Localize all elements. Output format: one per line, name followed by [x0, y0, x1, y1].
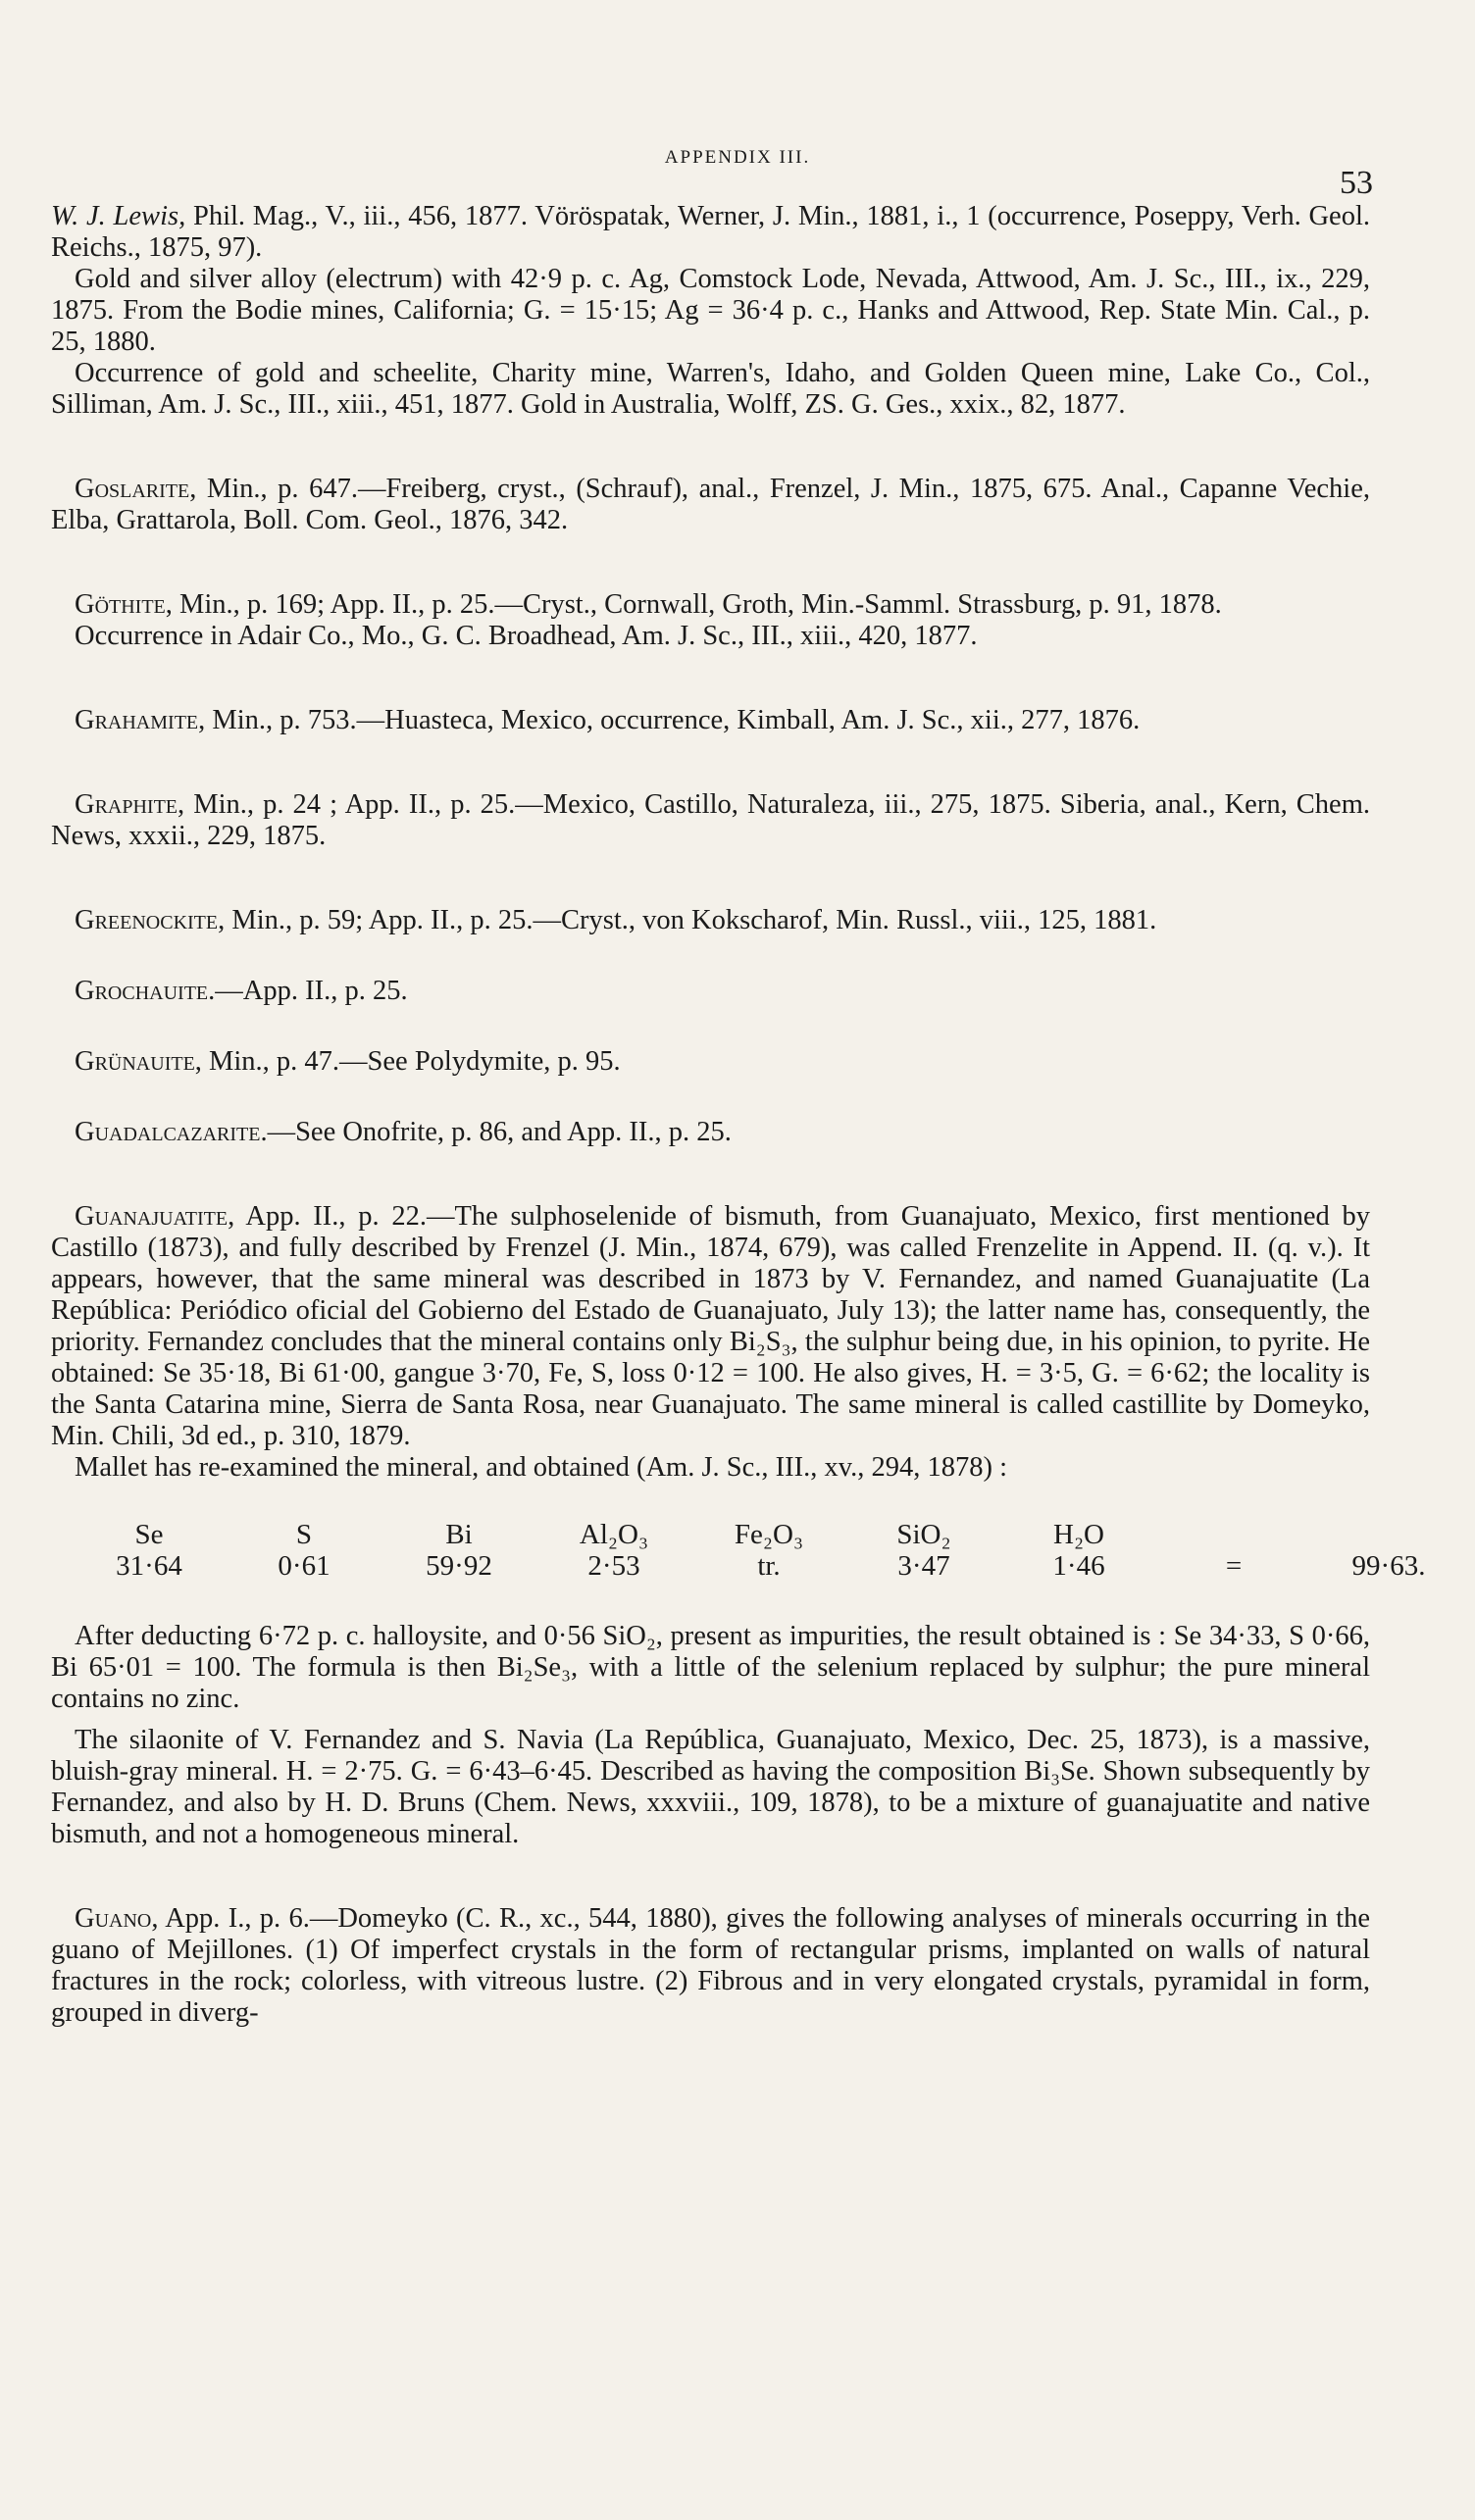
page-number: 53 — [1340, 165, 1373, 201]
mineral-name: Greenockite, — [75, 905, 226, 935]
entry-goslarite — [51, 474, 1370, 536]
entry-guano — [51, 1903, 1370, 2029]
table-header-cell: Fe₂O₃ — [734, 1519, 804, 1550]
mineral-name: Grahamite, — [75, 705, 206, 735]
author-name: W. J. Lewis, — [51, 201, 186, 231]
entry-text: —App. II., p. 25. — [215, 976, 408, 1006]
entry-grahamite — [51, 705, 1370, 736]
entry-gothite-occurrence: Occurrence in Adair Co., Mo., G. C. Broadhead, Am. J. Sc., III., xiii., 420, 1877. — [75, 621, 978, 651]
table-value-cell: 31·64 — [116, 1550, 182, 1582]
analysis-table — [90, 1519, 1475, 1582]
mineral-name: Göthite, — [75, 589, 173, 620]
table-header-cell — [1330, 1519, 1475, 1550]
table-value-cell: 3·47 — [897, 1550, 950, 1582]
entry-text: Min., p. 59; App. II., p. 25.—Cryst., von Kokscharof, Min. Russl., viii., 125, 1881. — [225, 905, 1157, 935]
table-header-cell: Al₂O₃ — [579, 1519, 649, 1550]
table-value-cell: 1·46 — [1052, 1550, 1105, 1582]
mineral-name: Grünauite, — [75, 1046, 202, 1077]
entry-gothite — [51, 589, 1370, 621]
page-body — [51, 201, 1426, 2029]
table-header-cell: H₂O — [1053, 1519, 1104, 1550]
analysis-value-row — [90, 1550, 1475, 1582]
entry-graphite — [51, 789, 1370, 852]
mineral-name: Grochauite. — [75, 976, 216, 1006]
mineral-name: Guanajuatite, — [75, 1201, 235, 1232]
entry-text: Min., p. 24 ; App. II., p. 25.—Mexico, Castillo, Naturaleza, iii., 275, 1875. Siberia, anal., Kern, Chem. News, xxxii., 229, 1875. — [51, 789, 1370, 851]
entry-lewis — [51, 201, 1370, 264]
table-value-cell: = — [1225, 1550, 1243, 1582]
mineral-name: Graphite, — [75, 789, 185, 820]
gold-paragraph-1: Gold and silver alloy (electrum) with 42·9 p. c. Ag, Comstock Lode, Nevada, Attwood, Am. J. Sc., III., ix., 229, 1875. From the Bodie mines, California; G. = 15·15; Ag = 36·4 p. c., Hanks and Attwood, Rep. State Min. Cal., p. 25, 1880. — [51, 264, 1370, 357]
after-deducting-paragraph: After deducting 6·72 p. c. halloysite, and 0·56 SiO₂, present as impurities, the result obtained is : Se 34·33, S 0·66, Bi 65·01 = 100. The formula is then Bi₂Se₃, with a little of the selenium replaced by sulphur; the pure mineral contains no zinc. — [51, 1621, 1370, 1714]
entry-text: App. II., p. 22.—The sulphoselenide of bismuth, from Guanajuato, Mexico, first mentioned by Castillo (1873), and fully described by Frenzel (J. Min., 1874, 679), was called Frenzelite in Append. II. (q. v.). It appears, however, that the same mineral was described in 1873 by V. Fernandez, and named Guanajuatite (La República: Periódico oficial del Gobierno del Estado de Guanajuato, July 13); the latter name has, consequently, the priority. Fernandez concludes that the mineral contains only Bi₂S₃, the sulphur being due, in his opinion, to pyrite. He obtained: Se 35·18, Bi 61·00, gangue 3·70, Fe, S, loss 0·12 = 100. He also gives, H. = 3·5, G. = 6·62; the locality is the Santa Catarina mine, Sierra de Santa Rosa, near Guanajuato. The same mineral is called castillite by Domeyko, Min. Chili, 3d ed., p. 310, 1879. — [51, 1201, 1370, 1451]
gold-paragraph-2: Occurrence of gold and scheelite, Charity mine, Warren's, Idaho, and Golden Queen mine, Lake Co., Col., Silliman, Am. J. Sc., III., xiii., 451, 1877. Gold in Australia, Wolff, ZS. G. Ges., xxix., 82, 1877. — [51, 358, 1370, 420]
entry-grunauite — [51, 1046, 1370, 1078]
mallet-paragraph: Mallet has re-examined the mineral, and obtained (Am. J. Sc., III., xv., 294, 1878) : — [75, 1452, 1008, 1483]
entry-text: Min., p. 47.—See Polydymite, p. 95. — [201, 1046, 621, 1077]
entry-text: App. I., p. 6.—Domeyko (C. R., xc., 544, 1880), gives the following analyses of minerals occurring in the guano of Mejillones. (1) Of imperfect crystals in the form of rectangular prisms, implanted on walls of natural fractures in the rock; colorless, with vitreous lustre. (2) Fibrous and in very elongated crystals, pyramidal in form, grouped in diverg- — [51, 1903, 1370, 2028]
silaonite-paragraph: The silaonite of V. Fernandez and S. Navia (La República, Guanajuato, Mexico, Dec. 25, 1873), is a massive, bluish-gray mineral. H. = 2·75. G. = 6·43–6·45. Described as having the composition Bi₃Se. Shown subsequently by Fernandez, and also by H. D. Bruns (Chem. News, xxxviii., 109, 1878), to be a mixture of guanajuatite and native bismuth, and not a homogeneous mineral. — [51, 1725, 1370, 1849]
entry-greenockite — [51, 905, 1370, 936]
analysis-header-row — [90, 1519, 1475, 1550]
table-header-cell: SiO₂ — [896, 1519, 951, 1550]
entry-text: Phil. Mag., V., iii., 456, 1877. Vöröspatak, Werner, J. Min., 1881, i., 1 (occurrence, Poseppy, Verh. Geol. Reichs., 1875, 97). — [51, 201, 1370, 263]
entry-text: Min., p. 647.—Freiberg, cryst., (Schrauf), anal., Frenzel, J. Min., 1875, 675. Anal., Capanne Vechie, Elba, Grattarola, Boll. Com. Geol., 1876, 342. — [51, 474, 1370, 535]
entry-guadalcazarite — [51, 1117, 1370, 1148]
table-value-cell: 0·61 — [278, 1550, 331, 1582]
mineral-name: Goslarite, — [75, 474, 197, 504]
entry-guanajuatite — [51, 1201, 1370, 1452]
table-value-cell: tr. — [757, 1550, 781, 1582]
mineral-name: Guano, — [75, 1903, 159, 1934]
table-value-cell: 99·63. — [1351, 1550, 1426, 1582]
table-value-cell: 59·92 — [426, 1550, 492, 1582]
running-header: APPENDIX III. — [664, 147, 811, 168]
table-header-cell: Se — [134, 1519, 164, 1550]
table-value-cell: 2·53 — [587, 1550, 640, 1582]
entry-grochauite — [51, 976, 1370, 1007]
table-header-cell: S — [295, 1519, 313, 1550]
table-header-cell: Bi — [445, 1519, 473, 1550]
entry-text: —See Onofrite, p. 86, and App. II., p. 25. — [267, 1117, 732, 1147]
mineral-name: Guadalcazarite. — [75, 1117, 268, 1147]
entry-text: Min., p. 753.—Huasteca, Mexico, occurrence, Kimball, Am. J. Sc., xii., 277, 1876. — [205, 705, 1141, 735]
entry-text: Min., p. 169; App. II., p. 25.—Cryst., Cornwall, Groth, Min.-Samml. Strassburg, p. 91, 1878. — [172, 589, 1222, 620]
table-header-cell — [1175, 1519, 1330, 1550]
